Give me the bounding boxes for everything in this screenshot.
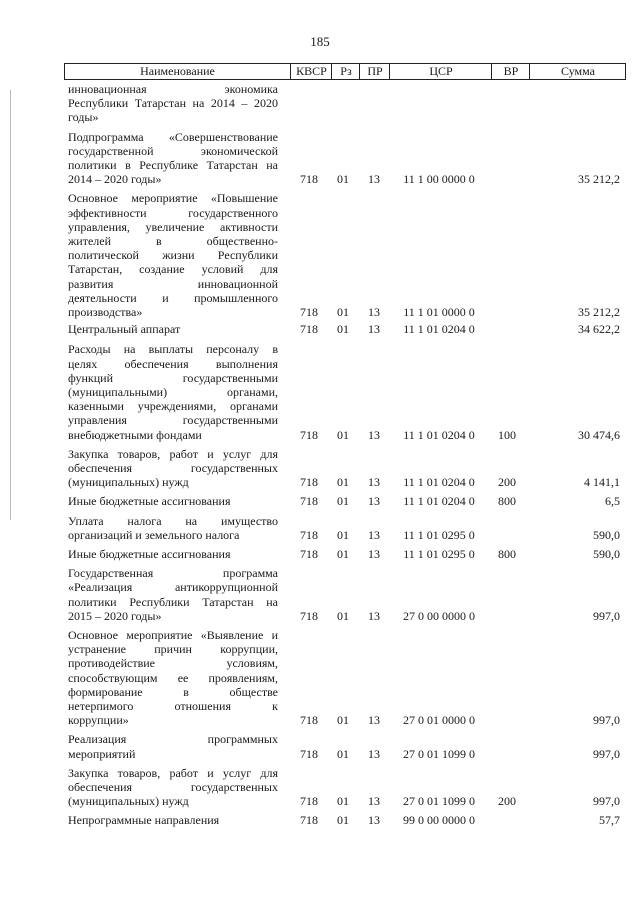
header-rz: Рз xyxy=(331,64,360,79)
row-csr: 99 0 00 0000 0 xyxy=(403,813,475,828)
page-number: 185 xyxy=(310,34,330,49)
row-pr: 13 xyxy=(368,713,380,728)
table-row xyxy=(0,342,640,441)
row-rz: 01 xyxy=(337,304,349,319)
row-sum: 35 212,2 xyxy=(578,172,620,187)
row-name-line: Государственная программа xyxy=(68,566,278,581)
row-rz: 01 xyxy=(337,746,349,761)
row-rz: 01 xyxy=(337,475,349,490)
header-vr: ВР xyxy=(491,64,530,79)
row-rz: 01 xyxy=(337,813,349,828)
row-name-line: деятельности и промышленного xyxy=(68,290,278,305)
row-name xyxy=(68,494,278,508)
row-sum: 35 212,2 xyxy=(578,304,620,319)
row-sum: 997,0 xyxy=(593,746,620,761)
row-rz: 01 xyxy=(337,546,349,561)
row-name-line: Непрограммные направления xyxy=(68,813,220,828)
row-name-line: Основное мероприятие «Выявление и xyxy=(68,627,278,642)
row-kvsr: 718 xyxy=(300,322,318,337)
row-kvsr: 718 xyxy=(300,746,318,761)
row-name xyxy=(68,813,278,827)
row-csr: 27 0 01 1099 0 xyxy=(403,794,475,809)
row-vr: 800 xyxy=(498,494,516,509)
row-kvsr: 718 xyxy=(300,475,318,490)
row-name-line: противодействие условиям, xyxy=(68,656,278,671)
row-csr: 27 0 00 0000 0 xyxy=(403,608,475,623)
row-pr: 13 xyxy=(368,746,380,761)
row-csr: 11 1 01 0204 0 xyxy=(403,494,475,509)
row-name xyxy=(68,514,278,542)
table-row xyxy=(0,130,640,187)
row-name-line: 2014 – 2020 годы» xyxy=(68,172,162,187)
row-name xyxy=(68,447,278,490)
row-name-line: целях обеспечения выполнения xyxy=(68,356,278,371)
row-name-line: способствующим ее проявлениям, xyxy=(68,670,278,685)
row-kvsr: 718 xyxy=(300,813,318,828)
row-name-line: Уплата налога на имущество xyxy=(68,513,278,528)
row-name-line: (муниципальных) нужд xyxy=(68,475,189,490)
row-sum: 590,0 xyxy=(593,546,620,561)
row-pr: 13 xyxy=(368,608,380,623)
row-csr: 11 1 01 0204 0 xyxy=(403,427,475,442)
row-kvsr: 718 xyxy=(300,546,318,561)
row-csr: 27 0 01 0000 0 xyxy=(403,713,475,728)
row-name-line: «Реализация антикоррупционной xyxy=(68,580,278,595)
row-pr: 13 xyxy=(368,494,380,509)
row-sum: 997,0 xyxy=(593,794,620,809)
row-name-line: управления государственными xyxy=(68,413,278,428)
row-name xyxy=(68,628,278,727)
row-kvsr: 718 xyxy=(300,527,318,542)
row-name-line: политики в Республике Татарстан на xyxy=(68,158,278,172)
row-name xyxy=(68,82,278,125)
row-name xyxy=(68,322,278,336)
row-csr: 11 1 00 0000 0 xyxy=(403,172,475,187)
row-name xyxy=(68,547,278,561)
row-name-line: политики Республики Татарстан на xyxy=(68,594,278,609)
table-row xyxy=(0,547,640,561)
row-name-line: Центральный аппарат xyxy=(68,322,181,337)
row-vr: 200 xyxy=(498,475,516,490)
row-name-line: формирование в обществе xyxy=(68,684,278,699)
header-pr: ПР xyxy=(359,64,390,79)
table-row xyxy=(0,82,640,125)
row-name-line: Иные бюджетные ассигнования xyxy=(68,494,231,509)
row-csr: 11 1 01 0295 0 xyxy=(403,546,475,561)
header-name: Наименование xyxy=(140,64,215,78)
row-name-line: (муниципальными) органами, xyxy=(68,384,278,399)
row-name xyxy=(68,566,278,623)
row-rz: 01 xyxy=(337,713,349,728)
row-pr: 13 xyxy=(368,813,380,828)
row-name-line: внебюджетными фондами xyxy=(68,427,202,442)
row-kvsr: 718 xyxy=(300,608,318,623)
row-name-line: Подпрограмма «Совершенствование xyxy=(68,129,278,144)
table-row xyxy=(0,766,640,809)
row-kvsr: 718 xyxy=(300,794,318,809)
table-row xyxy=(0,732,640,760)
row-pr: 13 xyxy=(368,304,380,319)
table-row xyxy=(0,191,640,319)
row-name-line: (муниципальных) нужд xyxy=(68,794,189,809)
row-csr: 11 1 01 0000 0 xyxy=(403,304,475,319)
row-name-line: эффективности государственного xyxy=(68,205,278,220)
row-name-line: функций государственными xyxy=(68,370,278,385)
row-name-line: устранение причин коррупции, xyxy=(68,642,278,657)
row-name-line: жителей в общественно- xyxy=(68,234,278,248)
row-kvsr: 718 xyxy=(300,304,318,319)
table-header xyxy=(64,63,626,80)
table-row xyxy=(0,447,640,490)
row-sum: 34 622,2 xyxy=(578,322,620,337)
row-rz: 01 xyxy=(337,427,349,442)
row-kvsr: 718 xyxy=(300,494,318,509)
row-csr: 11 1 01 0295 0 xyxy=(403,527,475,542)
header-kvsr: КВСР xyxy=(290,64,332,79)
row-pr: 13 xyxy=(368,794,380,809)
row-kvsr: 718 xyxy=(300,172,318,187)
table-row xyxy=(0,813,640,827)
row-rz: 01 xyxy=(337,322,349,337)
row-pr: 13 xyxy=(368,475,380,490)
row-csr: 11 1 01 0204 0 xyxy=(403,322,475,337)
row-name-line: нетерпимого отношения к xyxy=(68,698,278,713)
table-row xyxy=(0,514,640,542)
row-vr: 100 xyxy=(498,427,516,442)
row-name-line: производства» xyxy=(68,305,143,320)
header-csr: ЦСР xyxy=(389,64,492,79)
table-row xyxy=(0,628,640,727)
row-pr: 13 xyxy=(368,546,380,561)
row-sum: 6,5 xyxy=(605,494,620,509)
table-body xyxy=(0,82,640,832)
row-sum: 997,0 xyxy=(593,713,620,728)
table-row xyxy=(0,494,640,508)
row-name-line: годы» xyxy=(68,110,99,125)
row-name-line: Расходы на выплаты персоналу в xyxy=(68,342,278,357)
row-sum: 997,0 xyxy=(593,608,620,623)
row-pr: 13 xyxy=(368,427,380,442)
row-name-line: обеспечения государственных xyxy=(68,460,278,475)
header-sum: Сумма xyxy=(529,64,626,79)
row-name-line: Закупка товаров, работ и услуг для xyxy=(68,446,278,461)
row-rz: 01 xyxy=(337,172,349,187)
table-row xyxy=(0,322,640,336)
row-name-line: Реализация программных xyxy=(68,732,278,747)
row-name-line: Закупка товаров, работ и услуг для xyxy=(68,765,278,780)
row-pr: 13 xyxy=(368,172,380,187)
row-name-line: развития инновационной xyxy=(68,276,278,291)
scan-edge-line xyxy=(10,90,11,520)
row-rz: 01 xyxy=(337,494,349,509)
row-rz: 01 xyxy=(337,794,349,809)
row-name-line: 2015 – 2020 годы» xyxy=(68,608,162,623)
row-name-line: инновационная экономика xyxy=(68,82,278,96)
row-name xyxy=(68,342,278,441)
row-vr: 800 xyxy=(498,546,516,561)
row-name-line: Татарстан, создание условий для xyxy=(68,262,278,277)
row-sum: 590,0 xyxy=(593,527,620,542)
row-name-line: обеспечения государственных xyxy=(68,779,278,794)
row-name-line: Иные бюджетные ассигнования xyxy=(68,546,231,561)
row-name xyxy=(68,191,278,319)
row-name xyxy=(68,130,278,187)
row-name-line: мероприятий xyxy=(68,746,136,761)
row-sum: 57,7 xyxy=(599,813,620,828)
row-name-line: казенными учреждениями, органами xyxy=(68,399,278,414)
row-rz: 01 xyxy=(337,527,349,542)
row-name-line: государственной экономической xyxy=(68,143,278,158)
row-name xyxy=(68,766,278,809)
row-csr: 11 1 01 0204 0 xyxy=(403,475,475,490)
row-pr: 13 xyxy=(368,322,380,337)
row-name-line: политической жизни Республики xyxy=(68,248,278,263)
row-name-line: Республики Татарстан на 2014 – 2020 xyxy=(68,96,278,111)
row-rz: 01 xyxy=(337,608,349,623)
row-name-line: коррупции» xyxy=(68,713,129,728)
table-row xyxy=(0,566,640,623)
row-vr: 200 xyxy=(498,794,516,809)
row-kvsr: 718 xyxy=(300,713,318,728)
row-pr: 13 xyxy=(368,527,380,542)
row-name-line: Основное мероприятие «Повышение xyxy=(68,191,278,206)
row-name xyxy=(68,732,278,760)
row-kvsr: 718 xyxy=(300,427,318,442)
row-name-line: организаций и земельного налога xyxy=(68,527,240,542)
row-sum: 4 141,1 xyxy=(584,475,620,490)
row-csr: 27 0 01 1099 0 xyxy=(403,746,475,761)
row-name-line: управления, увеличение активности xyxy=(68,219,278,234)
row-sum: 30 474,6 xyxy=(578,427,620,442)
